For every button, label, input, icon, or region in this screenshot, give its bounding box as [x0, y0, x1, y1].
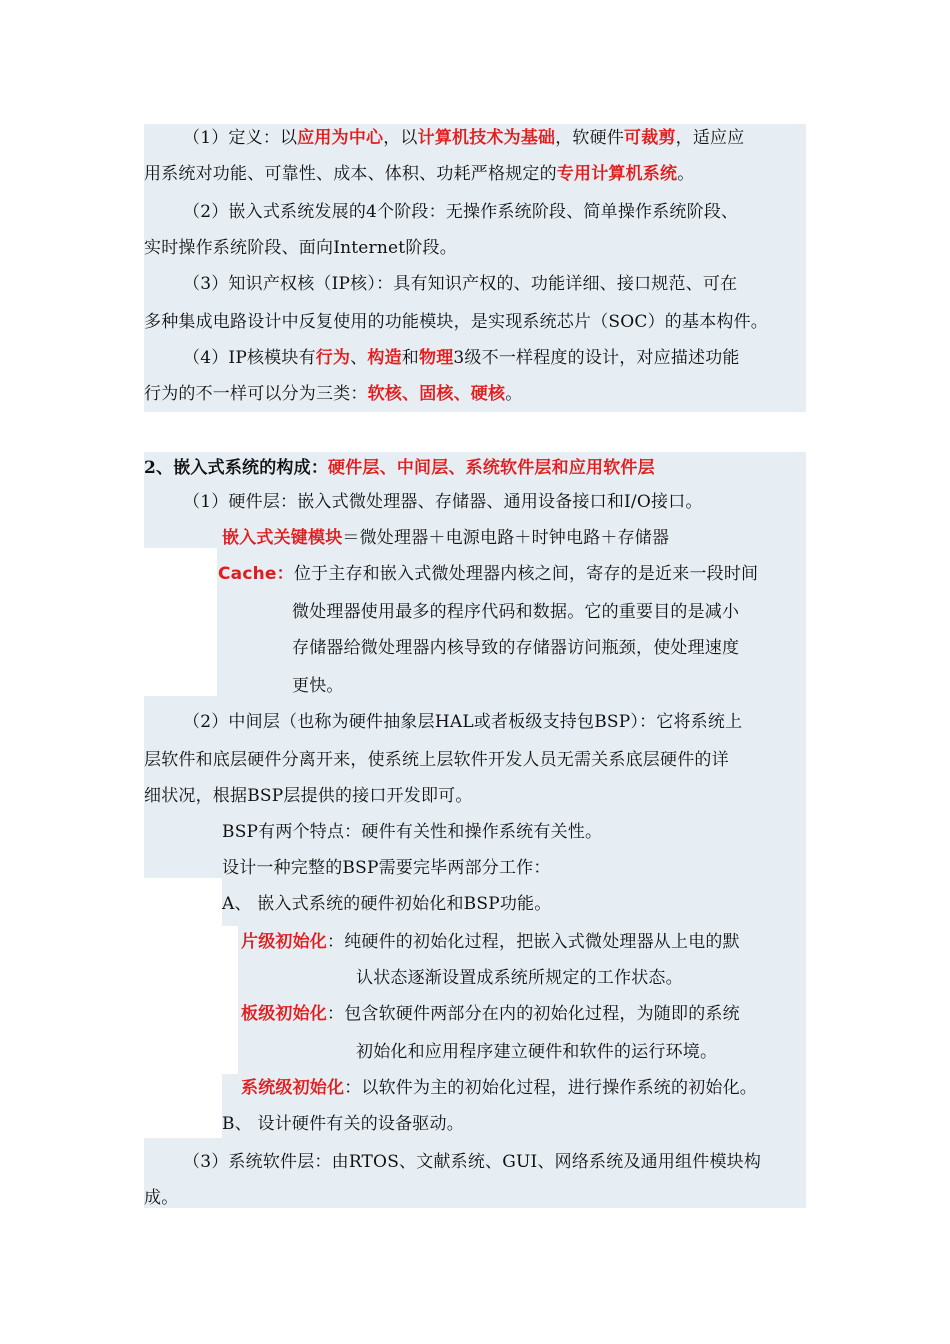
key-module-line: 嵌入式关键模块＝微处理器＋电源电路＋时钟电路＋存储器	[222, 528, 670, 548]
highlight-core-types: 软核、固核、硬核	[367, 384, 506, 404]
cache-line-4: 更快。	[292, 676, 344, 696]
middle-layer-line-2: 层软件和底层硬件分离开来，使系统上层软件开发人员无需关系底层硬件的详	[144, 750, 729, 770]
hardware-layer-line: （1）硬件层：嵌入式微处理器、存储器、通用设备接口和I/O接口。	[183, 492, 703, 512]
chip-init-line-1: 片级初始化：纯硬件的初始化过程，把嵌入式微处理器从上电的默	[241, 932, 740, 952]
cache-label: Cache：	[218, 564, 294, 584]
system-init-label: 系统级初始化	[241, 1078, 345, 1098]
stages-line-1: （2）嵌入式系统发展的4个阶段：无操作系统阶段、简单操作系统阶段、	[183, 202, 739, 222]
middle-layer-line-1: （2）中间层（也称为硬件抽象层HAL或者板级支持包BSP）：它将系统上	[183, 712, 743, 732]
stages-line-2: 实时操作系统阶段、面向Internet阶段。	[144, 238, 457, 258]
board-init-line-2: 初始化和应用程序建立硬件和软件的运行环境。	[356, 1042, 718, 1062]
ip-module-line-1: （4）IP核模块有行为、构造和物理3级不一样程度的设计，对应描述功能	[183, 348, 740, 368]
board-init-label: 板级初始化	[241, 1004, 327, 1024]
ip-module-line-2: 行为的不一样可以分为三类：软核、固核、硬核。	[144, 384, 523, 404]
chip-init-label: 片级初始化	[241, 932, 327, 952]
software-layer-line-2: 成。	[144, 1188, 179, 1208]
ip-core-line-2: 多种集成电路设计中反复使用的功能模块，是实现系统芯片（SOC）的基本构件。	[144, 312, 768, 332]
ip-core-line-1: （3）知识产权核（IP核）：具有知识产权的、功能详细、接口规范、可在	[183, 274, 738, 294]
work-item-b: B、 设计硬件有关的设备驱动。	[222, 1114, 464, 1134]
definition-line-2: 用系统对功能、可靠性、成本、体积、功耗严格规定的专用计算机系统。	[144, 164, 695, 184]
work-item-a: A、 嵌入式系统的硬件初始化和BSP功能。	[222, 894, 552, 914]
definition-line-1: （1）定义：以应用为中心，以计算机技术为基础，软硬件可裁剪，适应应	[183, 128, 745, 148]
software-layer-line-1: （3）系统软件层：由RTOS、文献系统、GUI、网络系统及通用组件模块构	[183, 1152, 762, 1172]
bsp-features: BSP有两个特点：硬件有关性和操作系统有关性。	[222, 822, 603, 842]
chip-init-line-2: 认状态逐渐设置成系统所规定的工作状态。	[356, 968, 683, 988]
board-init-line-1: 板级初始化：包含软硬件两部分在内的初始化过程，为随即的系统	[241, 1004, 740, 1024]
highlight-application-center: 应用为中心	[297, 128, 384, 148]
highlight-computer-tech: 计算机技术为基础	[417, 128, 556, 148]
cache-line-1: Cache：位于主存和嵌入式微处理器内核之间，寄存的是近来一段时间	[218, 564, 759, 584]
middle-layer-line-3: 细状况，根据BSP层提供的接口开发即可。	[144, 786, 473, 806]
bsp-work: 设计一种完整的BSP需要完毕两部分工作：	[222, 858, 551, 878]
system-init-line: 系统级初始化：以软件为主的初始化过程，进行操作系统的初始化。	[241, 1078, 758, 1098]
section-2-heading: 2、嵌入式系统的构成：硬件层、中间层、系统软件层和应用软件层	[144, 458, 655, 478]
highlight-dedicated-system: 专用计算机系统	[556, 164, 678, 184]
highlight-tailorable: 可裁剪	[624, 128, 676, 148]
cache-line-2: 微处理器使用最多的程序代码和数据。它的重要目的是减小	[292, 602, 740, 622]
cache-line-3: 存储器给微处理器内核导致的存储器访问瓶颈，使处理速度	[292, 638, 740, 658]
